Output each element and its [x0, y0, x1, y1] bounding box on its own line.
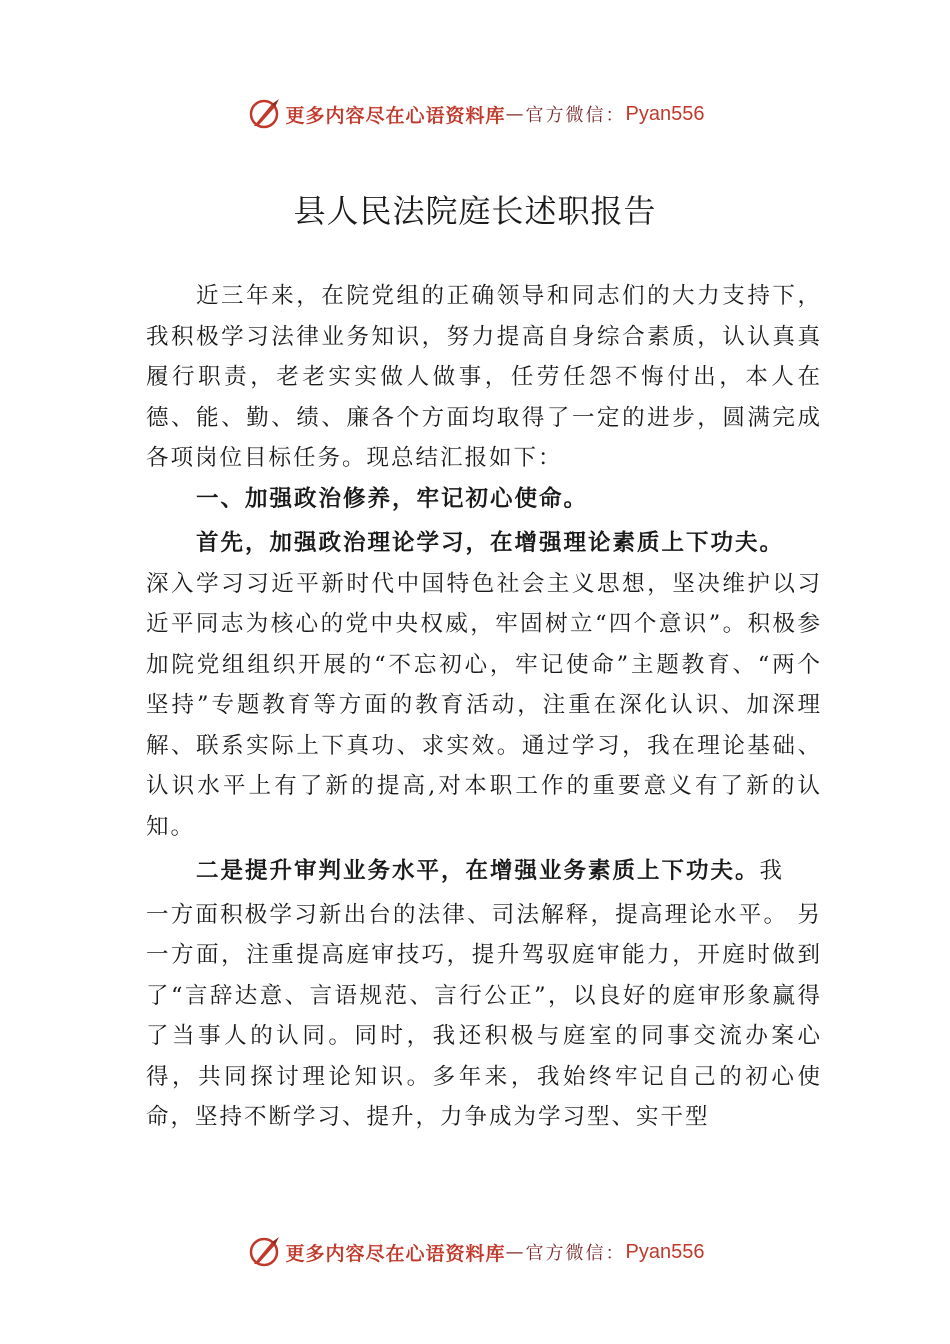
banner-brand-text: 更多内容尽在心语资料库 [285, 1242, 506, 1265]
banner-wechat-label: 官方微信： [525, 105, 626, 126]
document-title: 县人民法院庭长述职报告 [293, 192, 657, 230]
point-body-2: 一方面积极学习新出台的法律、司法解释，提高理论水平。 另一方面，注重提高庭审技巧，提升驾驭庭审能力，开庭时做到了“言辞达意、言语规范、言行公正”，以良好的庭审形象赢得了当事人的认同。同时，我还积极与庭室的同事交流办案心得，共同探讨理论知识。多年来，我始终牢记自己的初心使命，坚持不断学习、提升，力争成为学习型、实干型 [146, 901, 822, 1130]
point-body-2-lead: 我 [759, 858, 785, 884]
banner-dash: — [505, 1241, 526, 1263]
document-body [146, 276, 822, 1138]
banner-brand-text: 更多内容尽在心语资料库 [285, 104, 506, 127]
point-heading-1: 首先，加强政治理论学习，在增强理论素质上下功夫。 [196, 530, 785, 556]
quill-logo-icon [246, 1234, 282, 1270]
banner-wechat-id: Pyan556 [625, 1240, 705, 1263]
point-body-1: 深入学习习近平新时代中国特色社会主义思想，坚决维护以习近平同志为核心的党中央权威，牢固树立“四个意识”。积极参加院党组组织开展的“不忘初心，牢记使命”主题教育、“两个坚持”专题教育等方面的教育活动，注重在深化认识、加深理解、联系实际上下真功、求实效。通过学习，我在理论基础、认识水平上有了新的提高,对本职工作的重要意义有了新的认知。 [146, 570, 822, 840]
quill-logo-icon [246, 96, 282, 132]
point-heading-2-line [146, 847, 822, 892]
banner-dash: — [505, 103, 526, 125]
footer-watermark-banner [0, 1232, 950, 1272]
header-watermark-banner [0, 94, 950, 134]
banner-wechat-id: Pyan556 [625, 102, 705, 125]
point-heading-2: 二是提升审判业务水平，在增强业务素质上下功夫。 [196, 858, 760, 884]
section-heading-1: 一、加强政治修养，牢记初心使命。 [196, 485, 589, 512]
banner-wechat-label: 官方微信： [525, 1243, 626, 1264]
intro-paragraph: 近三年来，在院党组的正确领导和同志们的大力支持下，我积极学习法律业务知识，努力提高自身综合素质，认认真真履行职责，老老实实做人做事，任劳任怨不悔付出，本人在德、能、勤、绩、廉各个方面均取得了一定的进步，圆满完成各项岗位目标任务。现总结汇报如下： [146, 283, 822, 471]
